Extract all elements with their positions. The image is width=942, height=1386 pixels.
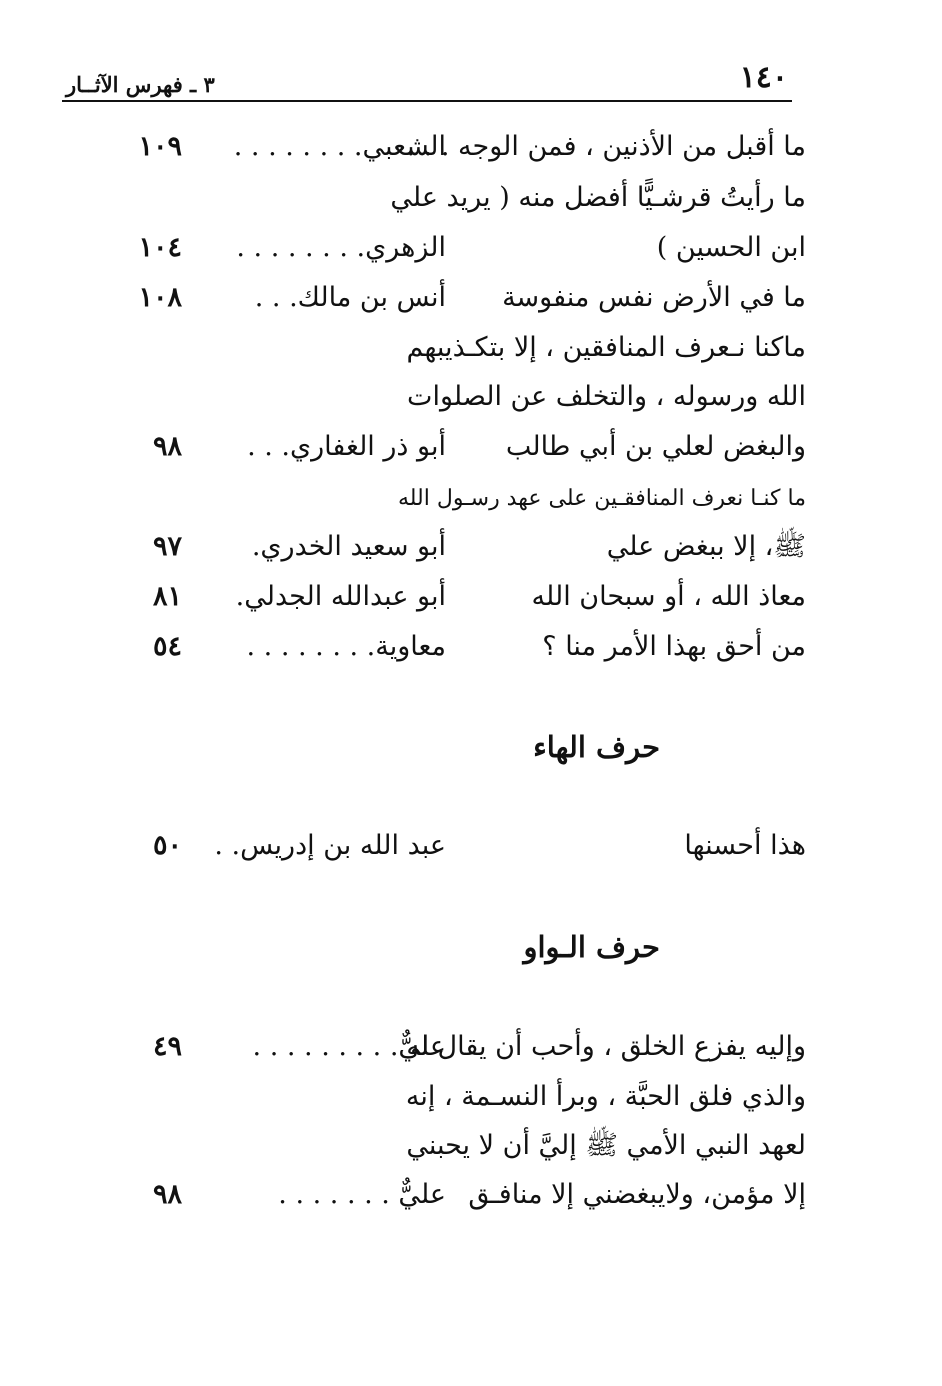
entry-page: ١٠٨ [138,282,182,313]
entry-text: وإليه يفزع الخلق ، وأحب أن يقال له [406,1031,806,1062]
entry-page: ٥٠ [152,830,182,861]
entry-page: ١٠٩ [138,131,182,162]
index-entry [60,374,806,420]
entry-page: ٨١ [152,581,182,612]
section-heading-haa: حرف الهاء [533,730,660,764]
index-entry [60,1024,806,1070]
entry-text: هذا أحسنها [684,830,806,861]
index-entry [60,1123,806,1169]
entry-narrator: أبو ذر الغفاري. . . [247,431,446,462]
entry-narrator: معاوية. . . . . . . . [246,631,446,662]
entry-narrator: عبد الله بن إدريس. . [214,830,446,861]
page-header [62,58,792,102]
index-entry [60,225,806,271]
entry-text: ماكنا نـعرف المنافقين ، إلا بتكـذيبهم [406,332,806,363]
entry-narrator: أبو سعيد الخدري. [251,531,446,562]
entry-page: ١٠٤ [138,232,182,263]
index-entry [60,624,806,670]
entry-text: ما رأيتُ قرشـيًّا أفضل منه ( يريد علي [390,182,806,213]
entry-page: ٩٨ [152,1179,182,1210]
entry-text: إلا مؤمن، ولايبغضني إلا منافـق [468,1179,806,1210]
index-entry [60,325,806,371]
entry-text: من أحق بهذا الأمر منا ؟ [542,631,806,662]
entry-page: ٩٨ [152,431,182,462]
index-entry [60,275,806,321]
entry-text: معاذ الله ، أو سبحان الله [531,581,806,612]
entry-narrator: أبو عبدالله الجدلي. [235,581,446,612]
index-entry [60,574,806,620]
entry-page: ٥٤ [152,631,182,662]
entry-page: ٩٧ [152,531,182,562]
entry-text: والبغض لعلي بن أبي طالب [505,431,806,462]
header-rule [62,100,792,102]
index-entry [60,1172,806,1218]
index-entry [60,424,806,470]
entry-text: الله ورسوله ، والتخلف عن الصلوات [407,381,806,412]
entry-narrator: عليٌّ. . . . . . . . . [252,1031,446,1062]
index-entry [60,124,806,170]
entry-text: ﷺ، إلا ببغض علي [606,531,806,562]
entry-narrator: عليٌّ . . . . . . . [278,1179,446,1210]
running-title: ٣ ـ فهرس الآثــار [66,72,215,97]
entry-text: ما أقبل من الأذنين ، فمن الوجه . . . [406,131,806,162]
entry-narrator: أنس بن مالك. . . [254,282,446,313]
index-entry [60,175,806,221]
entry-narrator: الشعبي. . . . . . . . [233,131,446,162]
index-entry [60,823,806,869]
entry-text: ما كنـا نعرف المنافقـين على عهد رسـول الله [397,486,806,511]
entry-page: ٤٩ [152,1031,182,1062]
entry-text: ما في الأرض نفس منفوسة [502,282,806,313]
entry-text: ابن الحسين ) [656,232,806,263]
index-entry [60,476,806,522]
index-entry [60,1074,806,1120]
page-number: ١٤٠ [739,60,788,95]
entry-narrator: الزهري. . . . . . . . [236,232,446,263]
entry-text: لعهد النبي الأمي ﷺ إليَّ أن لا يحبني [406,1130,806,1161]
entry-text: والذي فلق الحبَّة ، وبرأ النسـمة ، إنه [405,1081,806,1112]
index-entry [60,524,806,570]
section-heading-waw: حرف الـواو [523,930,660,964]
